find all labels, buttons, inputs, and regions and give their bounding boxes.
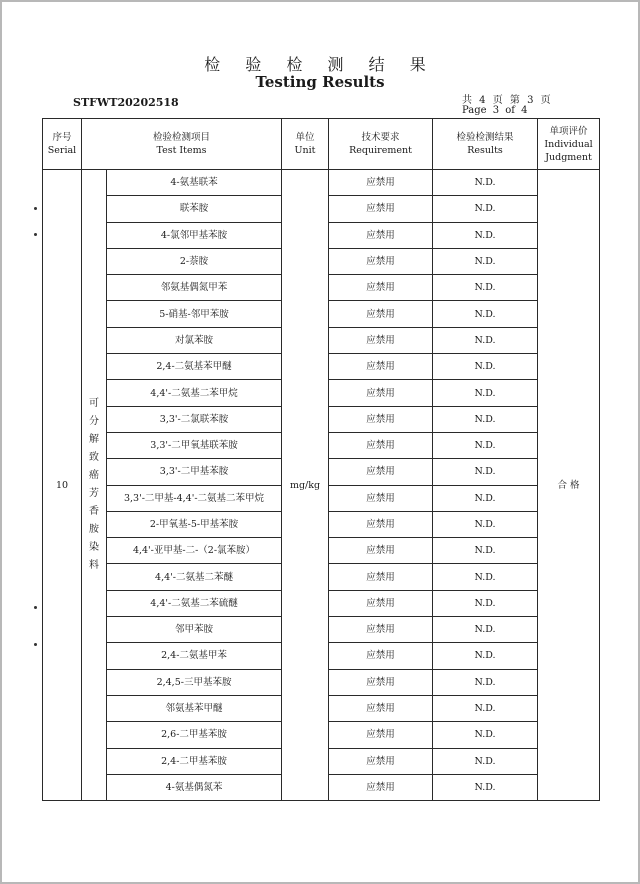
requirement-cell: 应禁用	[329, 538, 433, 564]
results-table	[42, 118, 600, 801]
test-item-cell: 邻氨基苯甲醚	[107, 695, 282, 721]
requirement-cell: 应禁用	[329, 248, 433, 274]
requirement-cell: 应禁用	[329, 643, 433, 669]
requirement-cell: 应禁用	[329, 275, 433, 301]
header-test-items: 检验检测项目 Test Items	[82, 119, 282, 170]
unit-cell: mg/kg	[282, 170, 329, 801]
requirement-cell: 应禁用	[329, 301, 433, 327]
requirement-cell: 应禁用	[329, 170, 433, 196]
requirement-cell: 应禁用	[329, 222, 433, 248]
test-item-cell: 对氯苯胺	[107, 327, 282, 353]
test-item-cell: 联苯胺	[107, 196, 282, 222]
test-item-cell: 邻甲苯胺	[107, 617, 282, 643]
result-cell: N.D.	[433, 564, 538, 590]
scan-mark	[34, 207, 37, 210]
result-cell: N.D.	[433, 406, 538, 432]
requirement-cell: 应禁用	[329, 196, 433, 222]
requirement-cell: 应禁用	[329, 774, 433, 800]
table-row	[43, 170, 600, 196]
test-item-cell: 4-氯邻甲基苯胺	[107, 222, 282, 248]
result-cell: N.D.	[433, 590, 538, 616]
header-serial: 序号 Serial	[43, 119, 82, 170]
test-item-cell: 3,3'-二氯联苯胺	[107, 406, 282, 432]
result-cell: N.D.	[433, 748, 538, 774]
requirement-cell: 应禁用	[329, 748, 433, 774]
requirement-cell: 应禁用	[329, 485, 433, 511]
requirement-cell: 应禁用	[329, 617, 433, 643]
test-item-cell: 2,4-二氨基甲苯	[107, 643, 282, 669]
table-header-row	[43, 119, 600, 170]
requirement-cell: 应禁用	[329, 669, 433, 695]
result-cell: N.D.	[433, 275, 538, 301]
test-item-cell: 2,4-二甲基苯胺	[107, 748, 282, 774]
serial-cell: 10	[43, 170, 82, 801]
result-cell: N.D.	[433, 538, 538, 564]
requirement-cell: 应禁用	[329, 459, 433, 485]
report-title-en: Testing Results	[255, 73, 385, 91]
requirement-cell: 应禁用	[329, 564, 433, 590]
requirement-cell: 应禁用	[329, 354, 433, 380]
result-cell: N.D.	[433, 248, 538, 274]
result-cell: N.D.	[433, 459, 538, 485]
category-cell	[82, 170, 107, 801]
requirement-cell: 应禁用	[329, 432, 433, 458]
result-cell: N.D.	[433, 643, 538, 669]
result-cell: N.D.	[433, 695, 538, 721]
result-cell: N.D.	[433, 380, 538, 406]
test-item-cell: 4,4'-二氨基二苯硫醚	[107, 590, 282, 616]
test-item-cell: 5-硝基-邻甲苯胺	[107, 301, 282, 327]
page-indicator-en: Page 3 of 4	[462, 105, 528, 116]
test-item-cell: 2-甲氧基-5-甲基苯胺	[107, 511, 282, 537]
test-item-cell: 邻氨基偶氮甲苯	[107, 275, 282, 301]
test-item-cell: 4-氨基联苯	[107, 170, 282, 196]
result-cell: N.D.	[433, 617, 538, 643]
test-item-cell: 4-氨基偶氮苯	[107, 774, 282, 800]
header-requirement: 技术要求 Requirement	[329, 119, 433, 170]
test-item-cell: 4,4'-二氨基二苯甲烷	[107, 380, 282, 406]
test-item-cell: 3,3'-二甲基-4,4'-二氨基二苯甲烷	[107, 485, 282, 511]
page-indicator-cn: 共 4 页 第 3 页	[462, 95, 551, 106]
report-title-cn: 检 验 检 测 结 果	[204, 55, 436, 74]
result-cell: N.D.	[433, 774, 538, 800]
test-item-cell: 2,4-二氨基苯甲醚	[107, 354, 282, 380]
scan-mark	[34, 606, 37, 609]
judgment-cell: 合 格	[538, 170, 600, 801]
result-cell: N.D.	[433, 301, 538, 327]
table-body	[43, 170, 600, 801]
result-cell: N.D.	[433, 327, 538, 353]
result-cell: N.D.	[433, 669, 538, 695]
result-cell: N.D.	[433, 722, 538, 748]
test-item-cell: 4,4'-亚甲基-二-（2-氯苯胺）	[107, 538, 282, 564]
category-label: 可分解致癌芳香胺染料	[89, 398, 99, 572]
requirement-cell: 应禁用	[329, 722, 433, 748]
result-cell: N.D.	[433, 485, 538, 511]
test-item-cell: 4,4'-二氨基二苯醚	[107, 564, 282, 590]
test-item-cell: 2,6-二甲基苯胺	[107, 722, 282, 748]
result-cell: N.D.	[433, 354, 538, 380]
result-cell: N.D.	[433, 196, 538, 222]
test-item-cell: 3,3'-二甲基苯胺	[107, 459, 282, 485]
test-item-cell: 2,4,5-三甲基苯胺	[107, 669, 282, 695]
test-item-cell: 2-萘胺	[107, 248, 282, 274]
requirement-cell: 应禁用	[329, 695, 433, 721]
report-number: STFWT20202518	[73, 96, 179, 109]
requirement-cell: 应禁用	[329, 406, 433, 432]
result-cell: N.D.	[433, 432, 538, 458]
requirement-cell: 应禁用	[329, 380, 433, 406]
header-unit: 单位 Unit	[282, 119, 329, 170]
result-cell: N.D.	[433, 170, 538, 196]
result-cell: N.D.	[433, 222, 538, 248]
requirement-cell: 应禁用	[329, 327, 433, 353]
requirement-cell: 应禁用	[329, 511, 433, 537]
scan-mark	[34, 643, 37, 646]
test-item-cell: 3,3'-二甲氧基联苯胺	[107, 432, 282, 458]
scan-mark	[34, 233, 37, 236]
header-results: 检验检测结果 Results	[433, 119, 538, 170]
header-judgment: 单项评价 Individual Judgment	[538, 119, 600, 170]
requirement-cell: 应禁用	[329, 590, 433, 616]
result-cell: N.D.	[433, 511, 538, 537]
